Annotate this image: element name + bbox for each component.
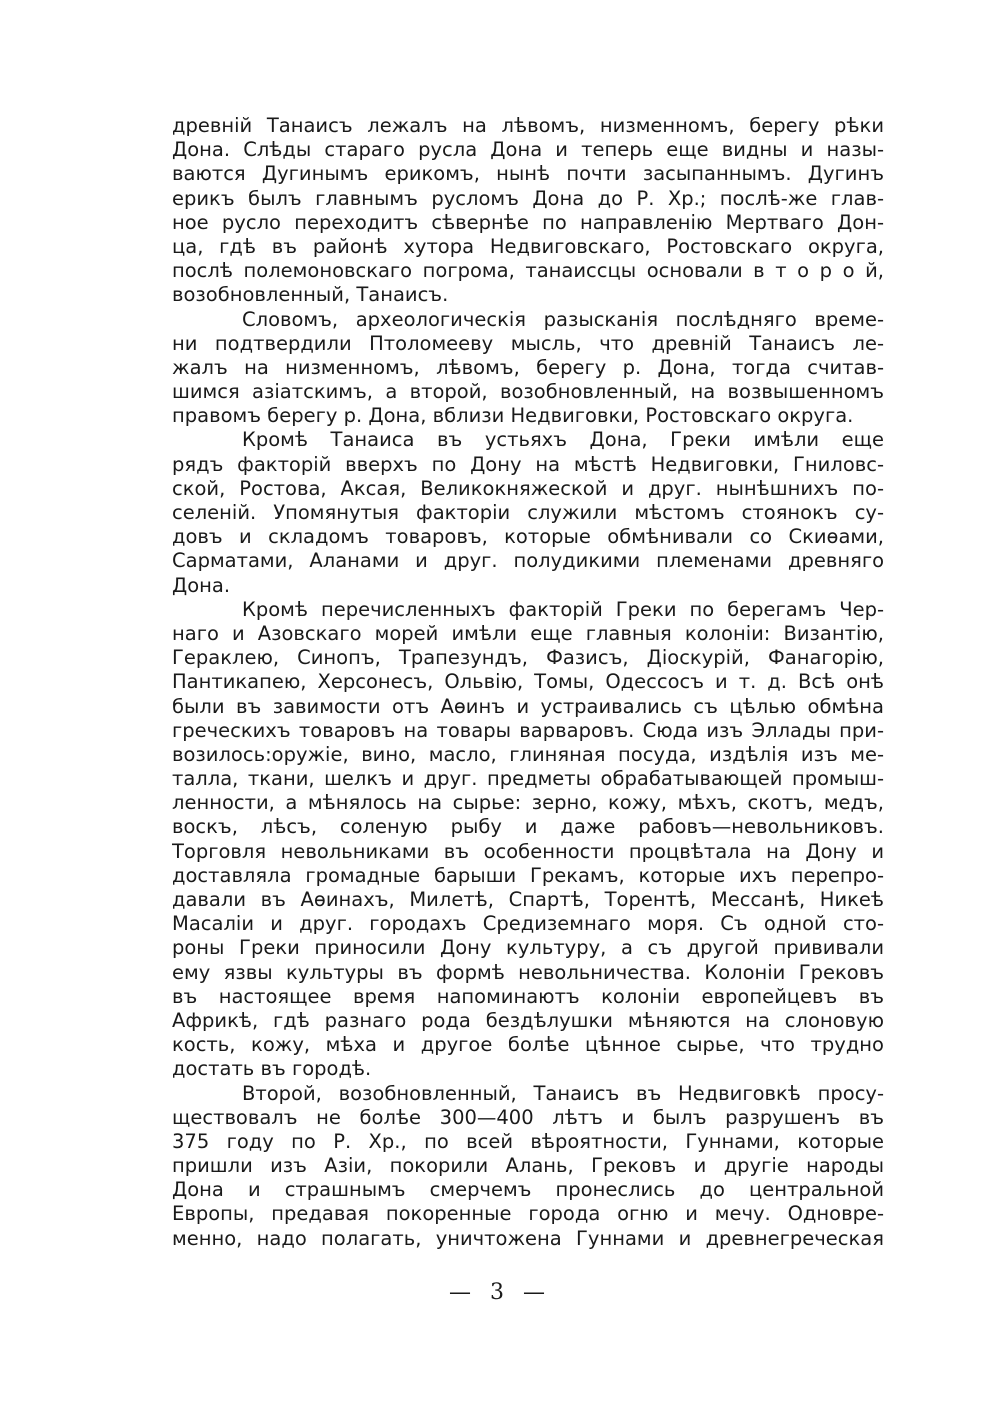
- text-line: довъ и складомъ товаровъ, которые обмѣнивали со Скиѳами,: [172, 525, 884, 549]
- text-line: шимся азіатскимъ, а второй, возобновленный, на возвышенномъ: [172, 380, 884, 404]
- text-line: 375 году по Р. Хр., по всей вѣроятности, Гуннами, которые: [172, 1129, 884, 1153]
- text-line: Пантикапею, Херсонесъ, Ольвію, Томы, Одессосъ и т. д. Всѣ онѣ: [172, 670, 884, 694]
- text-line: древній Танаисъ лежалъ на лѣвомъ, низменномъ, берегу рѣки: [172, 114, 884, 137]
- text-line: рядъ факторій вверхъ по Дону на мѣстѣ Недвиговки, Гниловс-: [172, 452, 884, 476]
- page-number: — 3 —: [449, 1280, 551, 1305]
- text-line: менно, надо полагать, уничтожена Гуннами и древнегреческая: [172, 1226, 884, 1250]
- text-line: Кромѣ Танаиса въ устьяхъ Дона, Греки имѣли еще: [242, 428, 884, 452]
- text-line: Дона.: [172, 573, 231, 597]
- text-line: Европы, предавая покоренные города огню и мечу. Одновре-: [172, 1202, 884, 1226]
- text-line: греческихъ товаровъ на товары варваровъ. Сюда изъ Эллады при-: [172, 718, 884, 742]
- text-line: ской, Ростова, Аксая, Великокняжеской и друг. нынѣшнихъ по-: [172, 476, 884, 500]
- text-line: ни подтвердили Птоломееву мысль, что древній Танаисъ ле-: [172, 331, 884, 355]
- body-text: [172, 114, 884, 1251]
- text-line: доставляла громадные барыши Грекамъ, которые ихъ перепро-: [172, 863, 884, 887]
- text-line: Дона и страшнымъ смерчемъ пронеслись до центральной: [172, 1178, 884, 1202]
- text-line: Второй, возобновленный, Танаисъ въ Недвиговкѣ просу-: [242, 1081, 884, 1105]
- text-line: жалъ на низменномъ, лѣвомъ, берегу р. Дона, тогда считав-: [172, 355, 884, 379]
- text-line: Торговля невольниками въ особенности процвѣтала на Дону и: [172, 839, 884, 863]
- text-line: наго и Азовскаго морей имѣли еще главныя колоніи: Византію,: [172, 621, 884, 645]
- text-line: Масаліи и друг. городахъ Средиземнаго моря. Съ одной сто-: [172, 912, 884, 936]
- text-line: были въ завимости отъ Аѳинъ и устраивались съ цѣлью обмѣна: [172, 694, 884, 718]
- text-line: ерикъ былъ главнымъ русломъ Дона до Р. Хр.; послѣ-же глав-: [172, 186, 884, 210]
- text-line: въ настоящее время напоминаютъ колоніи европейцевъ въ: [172, 984, 884, 1008]
- text-line: Словомъ, археологическія разысканія послѣдняго време-: [242, 307, 884, 331]
- text-line: ное русло переходитъ сѣвернѣе по направленію Мертваго Дон-: [172, 210, 884, 234]
- text-line: селеній. Упомянутыя факторіи служили мѣстомъ стоянокъ су-: [172, 501, 884, 524]
- text-line: воскъ, лѣсъ, соленую рыбу и даже рабовъ—невольниковъ.: [172, 815, 884, 839]
- text-line: Гераклею, Синопъ, Трапезундъ, Фазисъ, Діоскурій, Фанагорію,: [172, 646, 884, 670]
- text-line: Сарматами, Аланами и друг. полудикими племенами древняго: [172, 549, 884, 573]
- text-line: талла, ткани, шелкъ и друг. предметы обрабатывающей промыш-: [172, 767, 884, 791]
- text-line: Дона. Слѣды стараго русла Дона и теперь еще видны и назы-: [172, 138, 884, 162]
- text-line: послѣ полемоновскаго погрома, танаиссцы основали в т о р о й,: [172, 259, 884, 283]
- text-line: возилось:оружіе, вино, масло, глиняная посуда, издѣлія изъ ме-: [172, 742, 884, 766]
- text-line: ленности, а мѣнялось на сырье: зерно, кожу, мѣхъ, скотъ, медъ,: [172, 791, 884, 815]
- text-line: Кромѣ перечисленныхъ факторій Греки по берегамъ Чер-: [242, 597, 884, 621]
- text-line: пришли изъ Азіи, покорили Алань, Грековъ и другіе народы: [172, 1154, 884, 1178]
- text-line: правомъ берегу р. Дона, вблизи Недвиговки, Ростовскаго округа.: [172, 404, 854, 428]
- text-line: ваются Дугинымъ ерикомъ, нынѣ почти засыпаннымъ. Дугинъ: [172, 162, 884, 186]
- text-line: ему язвы культуры въ формѣ невольничества. Колоніи Грековъ: [172, 960, 884, 984]
- text-line: Африкѣ, гдѣ разнаго рода бездѣлушки мѣняются на слоновую: [172, 1008, 884, 1032]
- text-line: достать въ городѣ.: [172, 1057, 372, 1081]
- text-line: давали въ Аѳинахъ, Милетѣ, Спартѣ, Торентѣ, Мессанѣ, Никеѣ: [172, 888, 884, 911]
- text-line: возобновленный, Танаисъ.: [172, 283, 449, 307]
- text-line: ца, гдѣ въ районѣ хутора Недвиговскаго, Ростовскаго округа,: [172, 234, 884, 258]
- text-line: кость, кожу, мѣха и другое болѣе цѣнное сырье, что трудно: [172, 1033, 884, 1057]
- text-line: роны Греки приносили Дону культуру, а съ другой прививали: [172, 936, 884, 960]
- text-line: ществовалъ не болѣе 300—400 лѣтъ и былъ разрушенъ въ: [172, 1105, 884, 1129]
